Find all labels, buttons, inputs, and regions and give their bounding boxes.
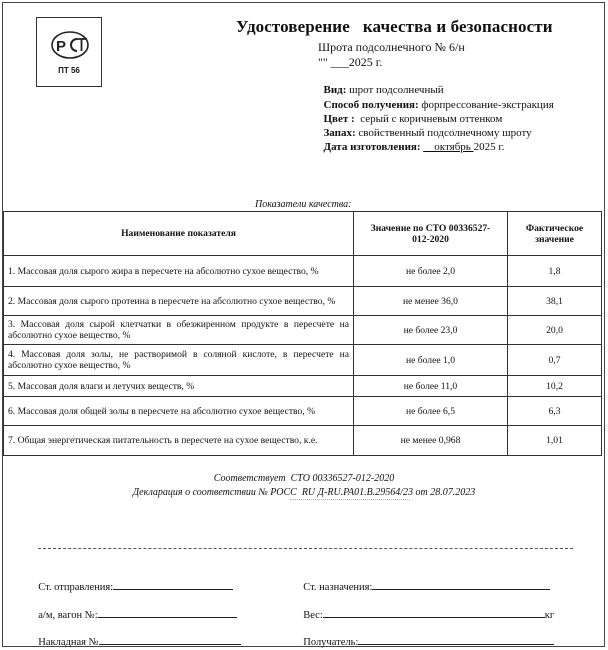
row-actual: 1,8 <box>508 256 602 287</box>
row-name: 3. Массовая доля сырой клетчатки в обезжиренном продукте в пересчете на абсолютно сухое вещество, % <box>4 316 354 345</box>
product-name: Шрота подсолнечного № 6/н <box>318 40 465 54</box>
field-label: Ст. отправления: <box>38 582 114 593</box>
quality-table <box>3 211 602 456</box>
row-standard: не менее 36,0 <box>354 287 508 316</box>
waybill-field <box>33 624 241 648</box>
table-row <box>4 376 602 397</box>
row-standard: не более 11,0 <box>354 376 508 397</box>
field-blank <box>323 608 545 618</box>
quality-caption: Показатели качества: <box>255 199 352 210</box>
header-standard: Значение по СТО 00336527-012-2020 <box>354 212 508 256</box>
table-row <box>4 397 602 426</box>
production-month: октябрь <box>423 141 474 153</box>
row-name: 5. Массовая доля влаги и летучих веществ, % <box>4 376 354 397</box>
row-name: 1. Массовая доля сырого жира в пересчете на абсолютно сухое вещество, % <box>4 256 354 287</box>
faded-line <box>290 499 410 503</box>
weight-field <box>298 597 554 621</box>
field-label: Накладная № <box>38 637 99 648</box>
pct-mark-icon <box>50 30 90 60</box>
vehicle-field <box>33 597 237 621</box>
row-name: 6. Массовая доля общей золы в пересчете на абсолютно сухое вещество, % <box>4 397 354 426</box>
row-actual: 6,3 <box>508 397 602 426</box>
svg-text:P: P <box>56 38 67 55</box>
row-standard: не более 23,0 <box>354 316 508 345</box>
section-divider <box>38 548 573 549</box>
property-value: форпрессование-экстракция <box>418 99 554 111</box>
property-value: свойственный подсолнечному шроту <box>355 127 532 139</box>
row-actual: 0,7 <box>508 345 602 376</box>
weight-unit: кг <box>544 610 555 621</box>
property-label: Цвет : <box>323 113 355 125</box>
header-name: Наименование показателя <box>4 212 354 256</box>
table-row <box>4 256 602 287</box>
production-year: 2025 г. <box>473 141 505 153</box>
property-label: Вид: <box>323 84 347 96</box>
row-standard: не менее 0,968 <box>354 426 508 456</box>
property-label: Дата изготовления: <box>323 141 421 153</box>
row-name: 2. Массовая доля сырого протеина в пересчете на абсолютно сухое вещество, % <box>4 287 354 316</box>
destination-station-field <box>298 569 550 593</box>
row-actual: 10,2 <box>508 376 602 397</box>
declaration-number: Декларация о соответствии № РОСС RU Д-RU.PA01.B.29564/23 от 28.07.2023 <box>132 487 476 498</box>
row-standard: не более 2,0 <box>354 256 508 287</box>
property-production-date <box>318 129 504 153</box>
document-date: "" ___2025 г. <box>318 55 383 69</box>
table-header-row <box>4 212 602 256</box>
property-value: серый с коричневым оттенком <box>354 113 503 125</box>
row-name: 4. Массовая доля золы, не растворимой в соляной кислоте, в пересчете на абсолютно сухое вещество, % <box>4 345 354 376</box>
table-row <box>4 426 602 456</box>
field-blank <box>358 635 554 645</box>
field-label: а/м, вагон №: <box>38 610 98 621</box>
table-row <box>4 316 602 345</box>
property-label: Способ получения: <box>323 99 419 111</box>
field-blank <box>98 608 237 618</box>
field-label: Вес: <box>303 610 323 621</box>
table-row <box>4 287 602 316</box>
field-blank <box>99 635 241 645</box>
row-standard: не более 1,0 <box>354 345 508 376</box>
departure-station-field <box>33 569 233 593</box>
field-blank <box>113 580 233 590</box>
row-standard: не более 6,5 <box>354 397 508 426</box>
field-blank <box>372 580 550 590</box>
header-actual: Фактическое значение <box>508 212 602 256</box>
logo-code: ПТ 56 <box>58 66 80 75</box>
field-label: Получатель: <box>303 637 359 648</box>
row-actual: 38,1 <box>508 287 602 316</box>
row-actual: 20,0 <box>508 316 602 345</box>
property-label: Запах: <box>323 127 356 139</box>
recipient-field <box>298 624 554 648</box>
row-name: 7. Общая энергетическая питательность в пересчете на сухое вещество, к.е. <box>4 426 354 456</box>
table-row <box>4 345 602 376</box>
property-value: шрот подсолнечный <box>346 84 444 96</box>
conformity-statement: Соответствует СТО 00336527-012-2020 <box>213 473 395 484</box>
field-label: Ст. назначения: <box>303 582 373 593</box>
document-title: Удостоверение качества и безопасности <box>236 17 553 36</box>
certification-logo <box>36 17 102 87</box>
row-actual: 1,01 <box>508 426 602 456</box>
